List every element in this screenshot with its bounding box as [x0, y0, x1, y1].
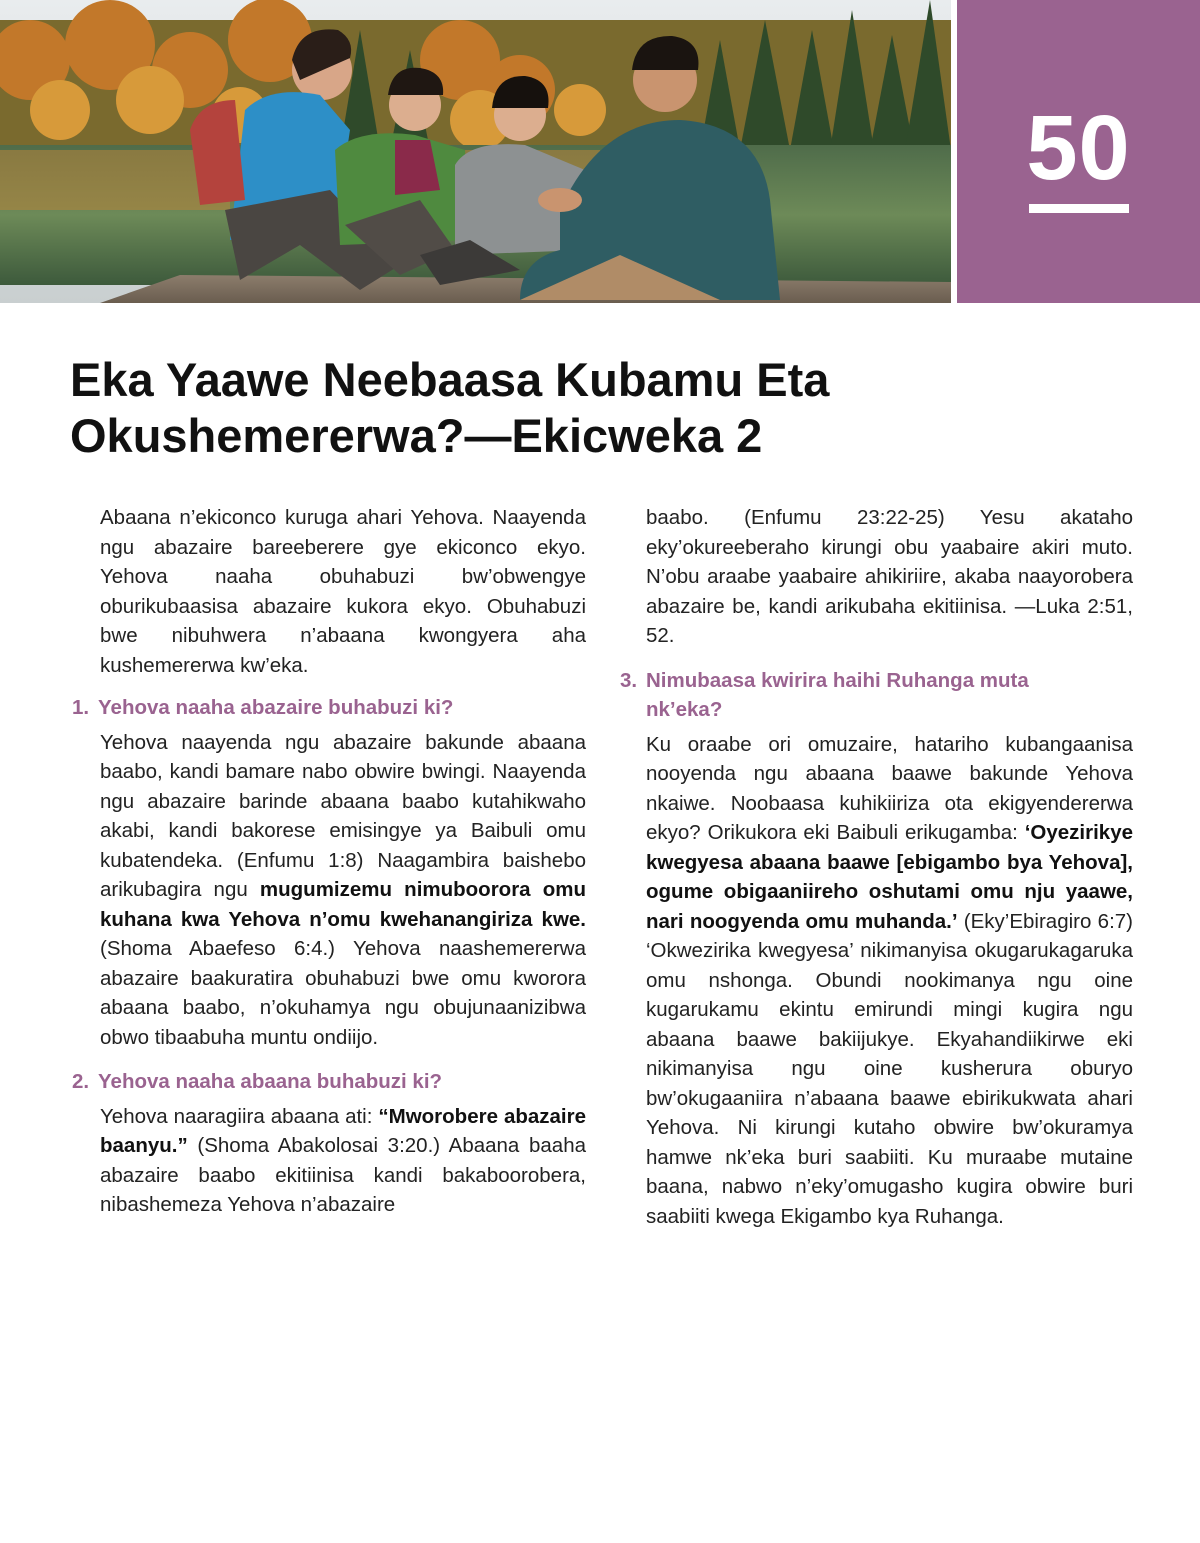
question-2-heading [72, 1067, 586, 1097]
paragraph-2 [72, 1102, 586, 1220]
page-title-line-2: Okushemererwa?—Ekicweka 2 [70, 409, 763, 462]
page-title-line-1: Eka Yaawe Neebaasa Kubamu Eta [70, 353, 830, 406]
paragraph-2-part-a: Yehova naaragiira abaana ati: [100, 1104, 379, 1128]
paragraph-3-part-a: Ku oraabe ori omuzaire, hatariho kubangaanisa nooyenda ngu abaana baawe bakunde Yehova nkaiwe. Noobaasa kuhikiiriza ota ekigyendererwa ekyo? Orikukora eki Baibuli erikugamba: [646, 732, 1133, 844]
header-photo [0, 0, 951, 303]
paragraph-1-bold-quote: mugumizemu nimuboorora omu kuhana kwa Yehova n’omu kwehanangiriza kwe. [100, 878, 586, 931]
intro-paragraph: Abaana n’ekiconco kuruga ahari Yehova. Naayenda ngu abazaire bareeberere gye ekiconco ekyo. Yehova naaha obuhabuzi bw’obwengye oburikubaasisa abazaire kukora ekyo. Obuhabuzi bwe nibuhwera n’abaana kwongyera aha kushemererwa kw’eka. [100, 506, 586, 677]
page-title [70, 352, 1130, 464]
chapter-underline [1029, 204, 1129, 213]
chapter-number-box [957, 0, 1200, 303]
question-3-number: 3. [620, 668, 638, 692]
paragraph-1 [72, 728, 586, 1053]
question-3-heading [620, 666, 1133, 725]
question-1-heading [72, 693, 586, 723]
question-2-number: 2. [72, 1070, 90, 1093]
paragraph-3-bold-quote: ‘Oyezirikye kwegyesa abaana baawe [ebigambo bya Yehova], ogume obigaaniireho oshutami omu nju yaawe, nari noogyenda omu muhanda.’ [646, 821, 1133, 933]
paragraph-1-part-b: (Shoma Abaefeso 6:4.) Yehova naashemererwa abazaire baakuratira obuhabuzi bwe omu kworora abaana baabo, n’okuhamya ngu obujunaanizibwa obwo tibaabuha muntu ondiijo. [100, 937, 586, 1049]
question-3-text-line-1: Nimubaasa kwirira haihi Ruhanga muta [646, 668, 1029, 692]
paragraph-1-part-a: Yehova naayenda ngu abazaire bakunde abaana baabo, kandi bamare nabo obwire bwingi. Naayenda ngu abazaire barinde abaana baabo kutahikwaho akabi, kandi bakorese emisingye ya Baibuli omu kubatendeka. (Enfumu 1:8) Naagambira baishebo arikubagira ngu [100, 730, 586, 901]
paragraph-3 [620, 730, 1133, 1232]
chapter-number: 50 [1026, 97, 1131, 199]
paragraph-2-bold-quote: “Mworobere abazaire baanyu.” [100, 1104, 586, 1157]
paragraph-2-part-b: (Shoma Abakolosai 3:20.) Abaana baaha abazaire baabo ekitiinisa kandi bakaboorobera, nibashemeza Yehova n’abazaire [100, 1134, 586, 1216]
question-1-text: Yehova naaha abazaire buhabuzi ki? [98, 696, 454, 719]
paragraph-3-part-b: (Eky’Ebiragiro 6:7) ‘Okwezirika kwegyesa’ nikimanyisa okugarukagaruka omu nshonga. Obundi nookimanya ngu oine kugarukamu ekintu emirundi mingi kugira ngu abaana baawe bakiijukye. Ekyahandiikirwe eki nikimanyisa ngu oine kusherura oburyo bw’okugaaniira n’abaana baawe ebirikukwata ahari Yehova. Ni kirungi kutaho obwire bw’okuramya hamwe nk’eka buri saabiiti. Ku muraabe mutaine baana, nabwo n’eky’omugasho kugira obwire buri saabiiti kwega Ekigambo kya Ruhanga. [646, 909, 1133, 1228]
paragraph-2-continued: baabo. (Enfumu 23:22-25) Yesu akataho eky’okureeberaho kirungi obu yaabaire akiri muto. N’obu araabe yaabaire ahikiriire, akaba naayorobera abazaire be, kandi arikubaha ekitiinisa. —Luka 2:51, 52. [646, 506, 1133, 647]
question-2-text: Yehova naaha abaana buhabuzi ki? [98, 1070, 443, 1093]
left-column [72, 503, 586, 1220]
right-column [620, 503, 1133, 1231]
question-3-text-line-2: nk’eka? [646, 698, 723, 721]
question-1-number: 1. [72, 696, 90, 719]
